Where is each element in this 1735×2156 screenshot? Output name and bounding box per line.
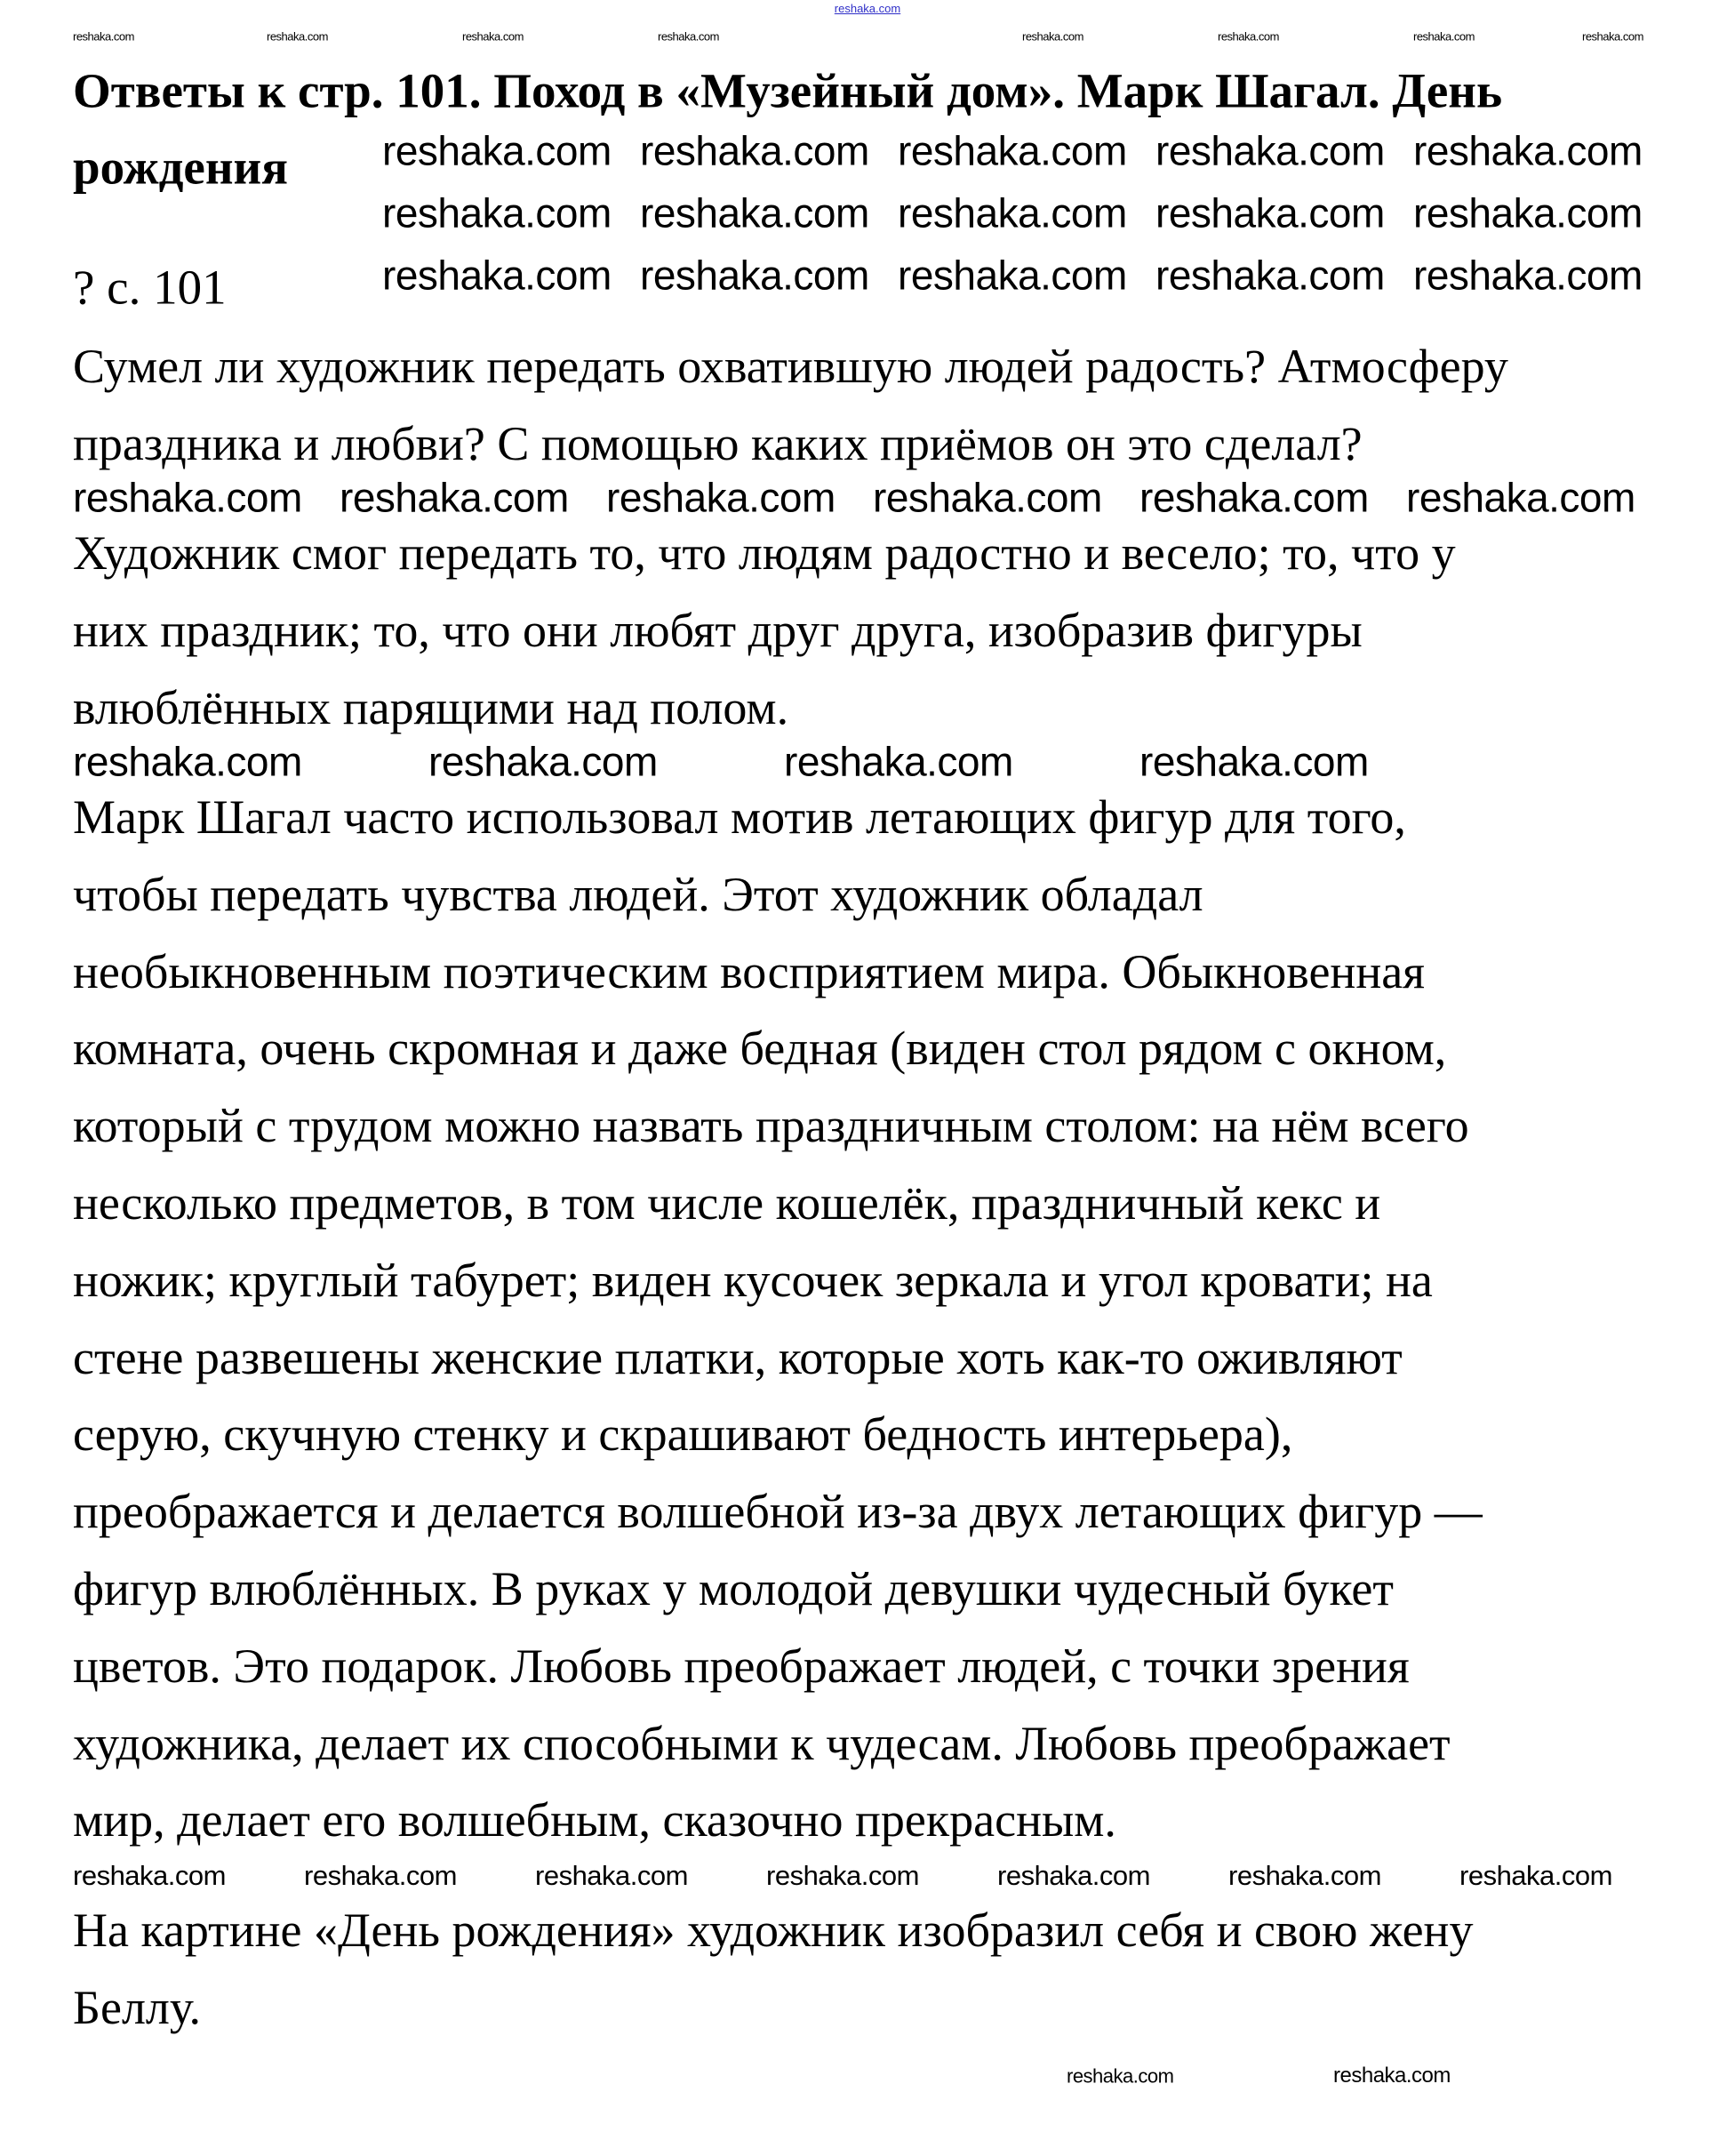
page-title-line-2: рождения xyxy=(73,140,288,195)
watermark: reshaka.com xyxy=(382,189,612,236)
watermark: reshaka.com xyxy=(1459,1860,1612,1892)
watermark: reshaka.com xyxy=(1218,29,1279,44)
watermark: reshaka.com xyxy=(1413,189,1643,236)
watermark: reshaka.com xyxy=(73,738,302,785)
watermark: reshaka.com xyxy=(1155,189,1385,236)
paragraph-3-line: чтобы передать чувства людей. Этот художник обладал xyxy=(73,867,1203,921)
watermark: reshaka.com xyxy=(73,1860,226,1892)
paragraph-3-line: преображается и делается волшебной из-за двух летающих фигур — xyxy=(73,1485,1483,1539)
watermark: reshaka.com xyxy=(382,252,612,299)
paragraph-3-line: серую, скучную стенку и скрашивают бедность интерьера), xyxy=(73,1407,1293,1462)
paragraph-3-line: ножик; круглый табурет; виден кусочек зеркала и угол кровати; на xyxy=(73,1253,1433,1307)
watermark: reshaka.com xyxy=(1413,127,1643,174)
watermark: reshaka.com xyxy=(1413,252,1643,299)
watermark: reshaka.com xyxy=(640,189,869,236)
paragraph-3-line: цветов. Это подарок. Любовь преображает людей, с точки зрения xyxy=(73,1639,1410,1693)
watermark: reshaka.com xyxy=(73,29,134,44)
watermark: reshaka.com xyxy=(1155,252,1385,299)
paragraph-1-line: праздника и любви? С помощью каких приёмов он это сделал? xyxy=(73,416,1363,470)
watermark: reshaka.com xyxy=(997,1860,1150,1892)
top-link[interactable]: reshaka.com xyxy=(834,2,901,15)
paragraph-1-line: Сумел ли художник передать охватившую людей радость? Атмосферу xyxy=(73,340,1508,393)
paragraph-3-line: стене развешены женские платки, которые хоть как-то оживляют xyxy=(73,1330,1403,1384)
page-reference: ? с. 101 xyxy=(73,260,227,315)
watermark: reshaka.com xyxy=(784,738,1013,785)
watermark: reshaka.com xyxy=(640,127,869,174)
paragraph-2-line: них праздник; то, что они любят друг друга, изобразив фигуры xyxy=(73,603,1363,657)
watermark: reshaka.com xyxy=(873,474,1102,521)
watermark: reshaka.com xyxy=(766,1860,919,1892)
watermark: reshaka.com xyxy=(1333,2064,1451,2088)
paragraph-3-line: который с трудом можно назвать праздничным столом: на нём всего xyxy=(73,1099,1469,1153)
watermark: reshaka.com xyxy=(1022,29,1083,44)
watermark: reshaka.com xyxy=(898,189,1127,236)
watermark: reshaka.com xyxy=(1139,474,1369,521)
paragraph-2-line: Художник смог передать то, что людям радостно и весело; то, что у xyxy=(73,526,1456,580)
watermark: reshaka.com xyxy=(658,29,719,44)
watermark: reshaka.com xyxy=(1155,127,1385,174)
watermark: reshaka.com xyxy=(1228,1860,1381,1892)
paragraph-4-line: Беллу. xyxy=(73,1980,201,2034)
watermark: reshaka.com xyxy=(304,1860,457,1892)
paragraph-3-line: несколько предметов, в том числе кошелёк, праздничный кекс и xyxy=(73,1176,1381,1230)
paragraph-3-line: Марк Шагал часто использовал мотив летающих фигур для того, xyxy=(73,790,1406,844)
paragraph-3-line: мир, делает его волшебным, сказочно прекрасным. xyxy=(73,1793,1116,1847)
paragraph-2-line: влюблённых парящими над полом. xyxy=(73,680,789,734)
watermark: reshaka.com xyxy=(1067,2064,1174,2088)
paragraph-4-line: На картине «День рождения» художник изобразил себя и свою жену xyxy=(73,1904,1474,1957)
watermark: reshaka.com xyxy=(1139,738,1369,785)
watermark: reshaka.com xyxy=(1406,474,1635,521)
watermark: reshaka.com xyxy=(898,127,1127,174)
page-title-line-1: Ответы к стр. 101. Поход в «Музейный дом». Марк Шагал. День xyxy=(73,63,1503,118)
watermark: reshaka.com xyxy=(340,474,569,521)
watermark: reshaka.com xyxy=(428,738,658,785)
watermark: reshaka.com xyxy=(73,474,302,521)
paragraph-3-line: комната, очень скромная и даже бедная (виден стол рядом с окном, xyxy=(73,1022,1447,1076)
watermark: reshaka.com xyxy=(462,29,524,44)
watermark: reshaka.com xyxy=(898,252,1127,299)
paragraph-3-line: фигур влюблённых. В руках у молодой девушки чудесный букет xyxy=(73,1562,1394,1615)
watermark: reshaka.com xyxy=(1413,29,1475,44)
watermark: reshaka.com xyxy=(640,252,869,299)
watermark: reshaka.com xyxy=(382,127,612,174)
watermark: reshaka.com xyxy=(606,474,836,521)
watermark: reshaka.com xyxy=(1582,29,1643,44)
watermark: reshaka.com xyxy=(535,1860,688,1892)
paragraph-3-line: необыкновенным поэтическим восприятием мира. Обыкновенная xyxy=(73,944,1426,998)
watermark: reshaka.com xyxy=(267,29,328,44)
paragraph-3-line: художника, делает их способными к чудесам. Любовь преображает xyxy=(73,1716,1451,1770)
